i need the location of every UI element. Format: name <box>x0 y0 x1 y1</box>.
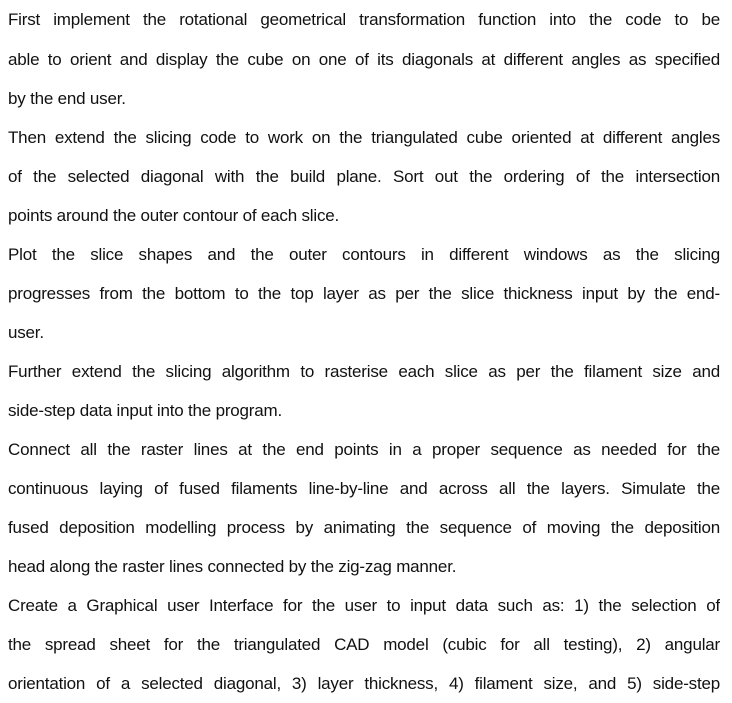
text-line: progresses from the bottom to the top layer as per the slice thickness input by the end- <box>8 284 720 303</box>
text-line: able to orient and display the cube on one of its diagonals at different angles as specified <box>8 50 720 69</box>
text-line: points around the outer contour of each slice. <box>8 206 340 225</box>
text-line: side-step data input into the program. <box>8 401 283 420</box>
text-line: head along the raster lines connected by the zig-zag manner. <box>8 557 457 576</box>
text-line: of the selected diagonal with the build plane. Sort out the ordering of the intersection <box>8 167 720 186</box>
text-line: continuous laying of fused filaments line-by-line and across all the layers. Simulate the <box>8 479 720 498</box>
document-body <box>8 0 720 703</box>
text-line: fused deposition modelling process by animating the sequence of moving the deposition <box>8 518 720 537</box>
text-line: First implement the rotational geometrical transformation function into the code to be <box>8 10 720 29</box>
text-line: Create a Graphical user Interface for the user to input data such as: 1) the selection of <box>8 596 720 615</box>
text-line: by the end user. <box>8 89 126 108</box>
text-line: the spread sheet for the triangulated CAD model (cubic for all testing), 2) angular <box>8 635 720 654</box>
text-line: Connect all the raster lines at the end points in a proper sequence as needed for the <box>8 440 720 459</box>
text-line: Then extend the slicing code to work on the triangulated cube oriented at different angles <box>8 128 720 147</box>
text-line: user. <box>8 323 44 342</box>
text-line: orientation of a selected diagonal, 3) layer thickness, 4) filament size, and 5) side-step <box>8 674 720 693</box>
text-line: Plot the slice shapes and the outer contours in different windows as the slicing <box>8 245 720 264</box>
text-line: Further extend the slicing algorithm to rasterise each slice as per the filament size and <box>8 362 720 381</box>
